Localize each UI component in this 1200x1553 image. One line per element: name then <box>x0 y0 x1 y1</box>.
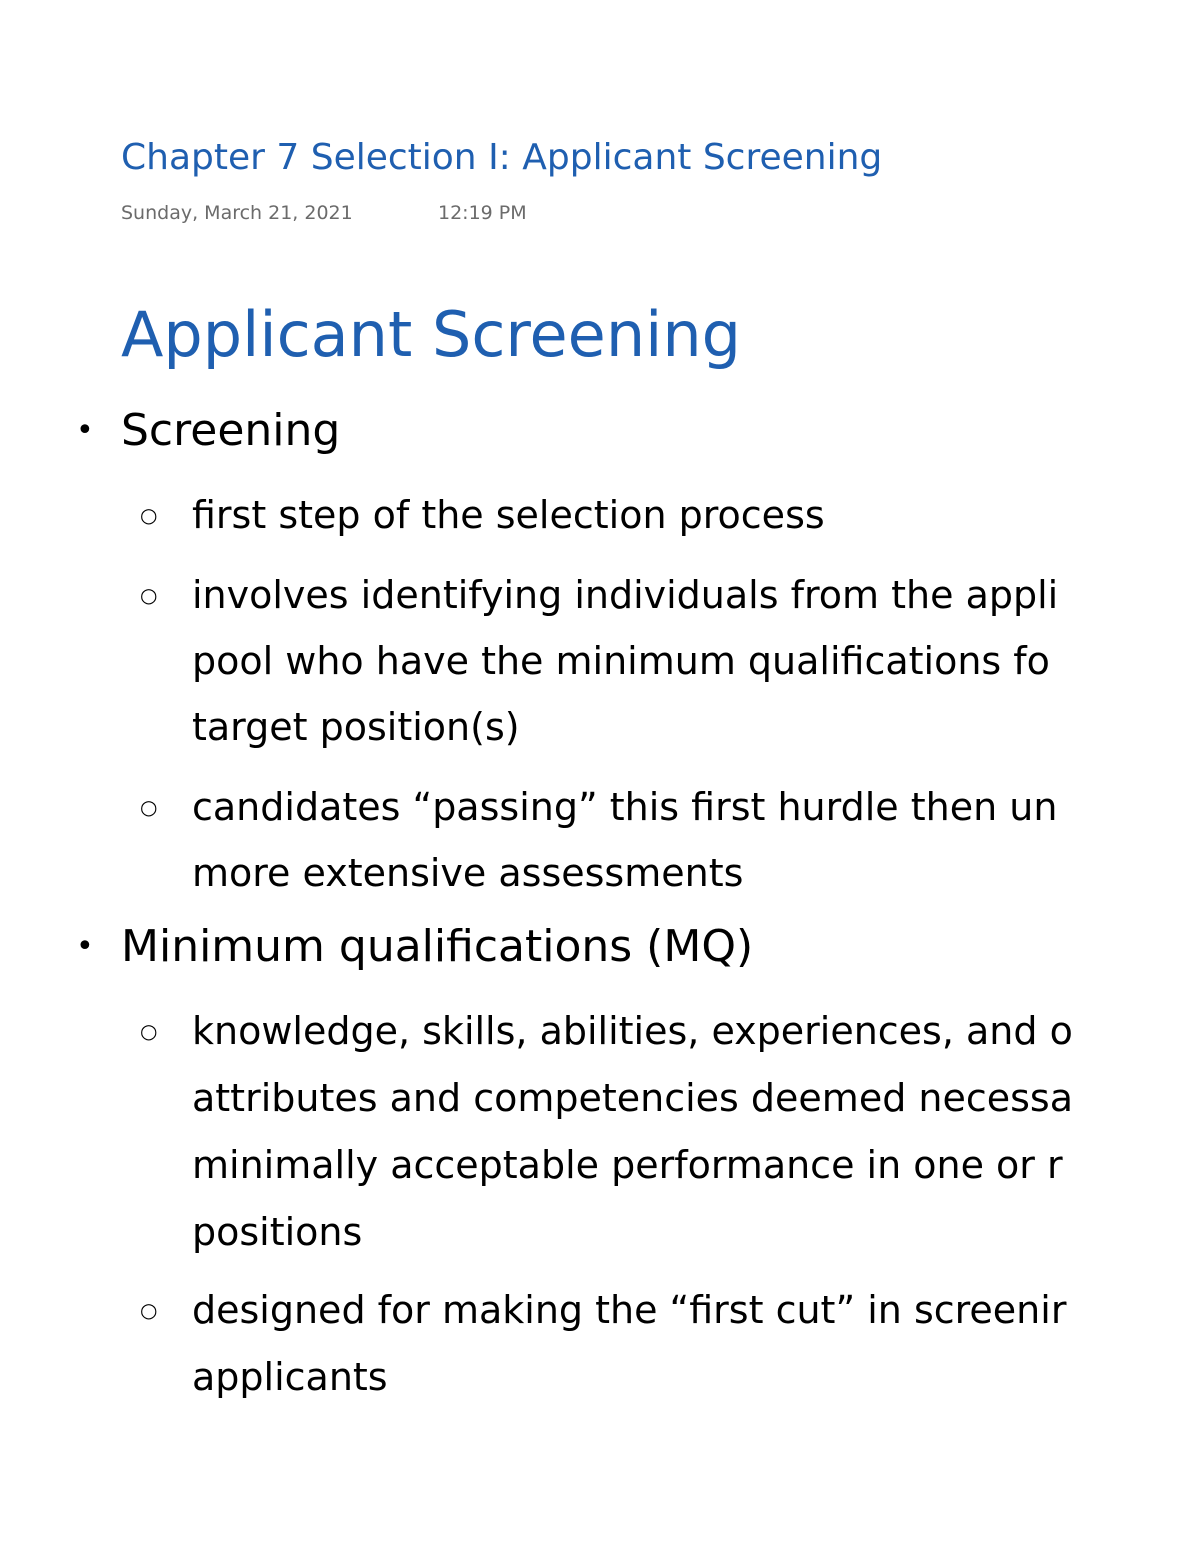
outline-subitem-line: applicants <box>192 1355 388 1399</box>
bullet-circle-icon: ○ <box>140 1298 158 1322</box>
outline-subitem-line: involves identifying individuals from the appli <box>192 573 1059 617</box>
bullet-dot-icon: • <box>76 929 94 964</box>
bullet-dot-icon: • <box>76 413 94 448</box>
outline-subitem-line: knowledge, skills, abilities, experiences, and o <box>192 1009 1073 1053</box>
outline-item-screening: Screening <box>121 405 341 456</box>
page-time: 12:19 PM <box>438 202 527 224</box>
outline-subitem-line: first step of the selection process <box>192 493 825 537</box>
outline-item-minimum-qualifications: Minimum qualifications (MQ) <box>121 921 754 972</box>
outline-subitem-line: attributes and competencies deemed necessa <box>192 1076 1074 1120</box>
bullet-circle-icon: ○ <box>140 1019 158 1043</box>
outline-subitem-line: more extensive assessments <box>192 851 744 895</box>
bullet-circle-icon: ○ <box>140 795 158 819</box>
page-title[interactable]: Chapter 7 Selection I: Applicant Screening <box>121 137 883 178</box>
bullet-circle-icon: ○ <box>140 503 158 527</box>
section-heading: Applicant Screening <box>121 298 741 371</box>
outline-subitem-line: positions <box>192 1210 363 1254</box>
outline-subitem-line: minimally acceptable performance in one or r <box>192 1143 1063 1187</box>
outline-subitem-line: pool who have the minimum qualifications fo <box>192 639 1050 683</box>
page-date: Sunday, March 21, 2021 <box>121 202 353 224</box>
outline-subitem-line: target position(s) <box>192 705 520 749</box>
outline-subitem-line: designed for making the “first cut” in screenir <box>192 1288 1067 1332</box>
bullet-circle-icon: ○ <box>140 583 158 607</box>
outline-subitem-line: candidates “passing” this first hurdle then un <box>192 785 1058 829</box>
